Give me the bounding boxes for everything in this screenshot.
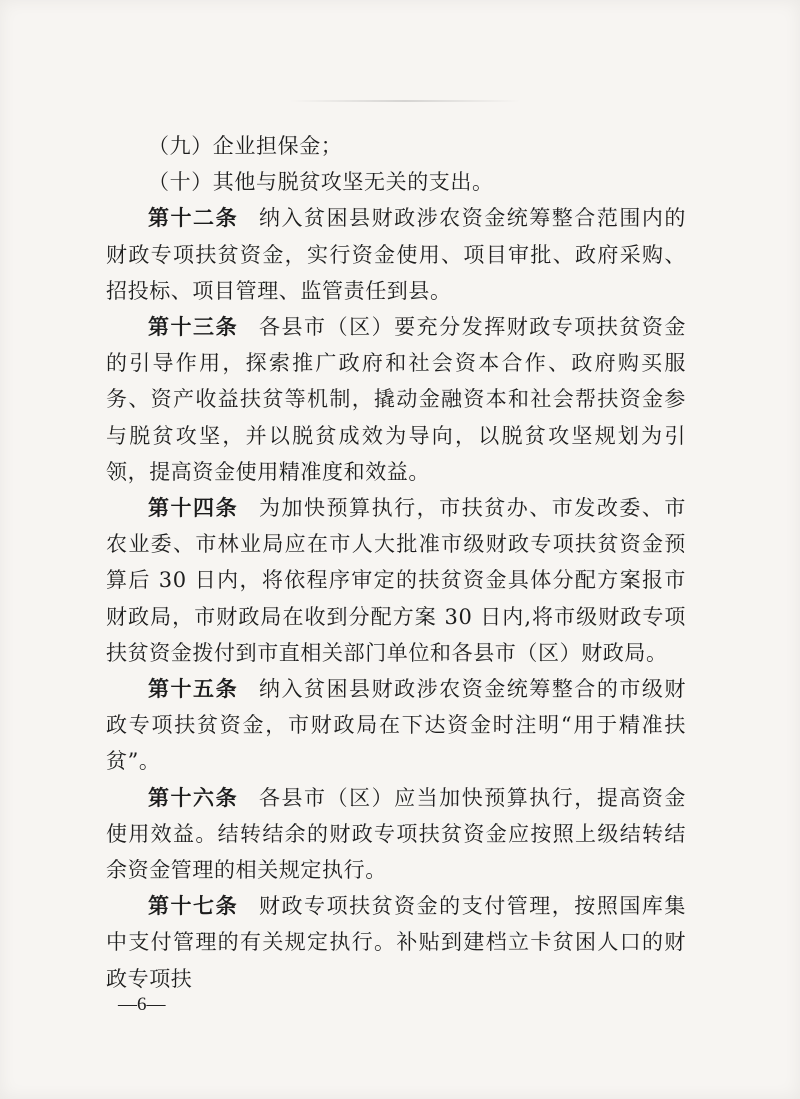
article-label: 第十二条 (148, 206, 239, 231)
article-label: 第十五条 (148, 677, 239, 702)
article-14 (106, 490, 686, 671)
article-text: 纳入贫困县财政涉农资金统筹整合的市级财政专项扶贫资金，市财政局在下达资金时注明“用于精准扶贫”。 (106, 677, 686, 774)
article-label: 第十七条 (148, 894, 239, 919)
article-text: 财政专项扶贫资金的支付管理，按照国库集中支付管理的有关规定执行。补贴到建档立卡贫困人口的财政专项扶 (106, 894, 686, 991)
list-item-10: （十）其他与脱贫攻坚无关的支出。 (148, 170, 494, 195)
article-text: 纳入贫困县财政涉农资金统筹整合范围内的财政专项扶贫资金，实行资金使用、项目审批、政府采购、招投标、项目管理、监管责任到县。 (106, 206, 686, 303)
article-15 (106, 671, 686, 780)
article-13 (106, 309, 686, 490)
article-16 (106, 780, 686, 889)
document-body (106, 128, 686, 997)
article-label: 第十六条 (148, 785, 239, 810)
article-17 (106, 888, 686, 997)
article-text: 各县市（区）应当加快预算执行，提高资金使用效益。结转结余的财政专项扶贫资金应按照上级结转结余资金管理的相关规定执行。 (106, 785, 686, 883)
article-12 (106, 200, 686, 309)
scan-artifact-line (290, 100, 520, 102)
article-text: 为加快预算执行，市扶贫办、市发改委、市农业委、市林业局应在市人大批准市级财政专项扶贫资金预算后 30 日内，将依程序审定的扶贫资金具体分配方案报市财政局，市财政局在收到分配方案 30 日内,将市级财政专项扶贫资金拨付到市直相关部门单位和各县市（区）财政局。 (106, 496, 686, 665)
page-number: —6— (118, 994, 166, 1015)
article-text: 各县市（区）要充分发挥财政专项扶贫资金的引导作用，探索推广政府和社会资本合作、政府购买服务、资产收益扶贫等机制，撬动金融资本和社会帮扶资金参与脱贫攻坚，并以脱贫成效为导向，以脱贫攻坚规划为引领，提高资金使用精准度和效益。 (106, 315, 686, 484)
article-label: 第十三条 (148, 315, 239, 340)
article-label: 第十四条 (148, 496, 239, 521)
list-item-9: （九）企业担保金； (148, 134, 343, 158)
